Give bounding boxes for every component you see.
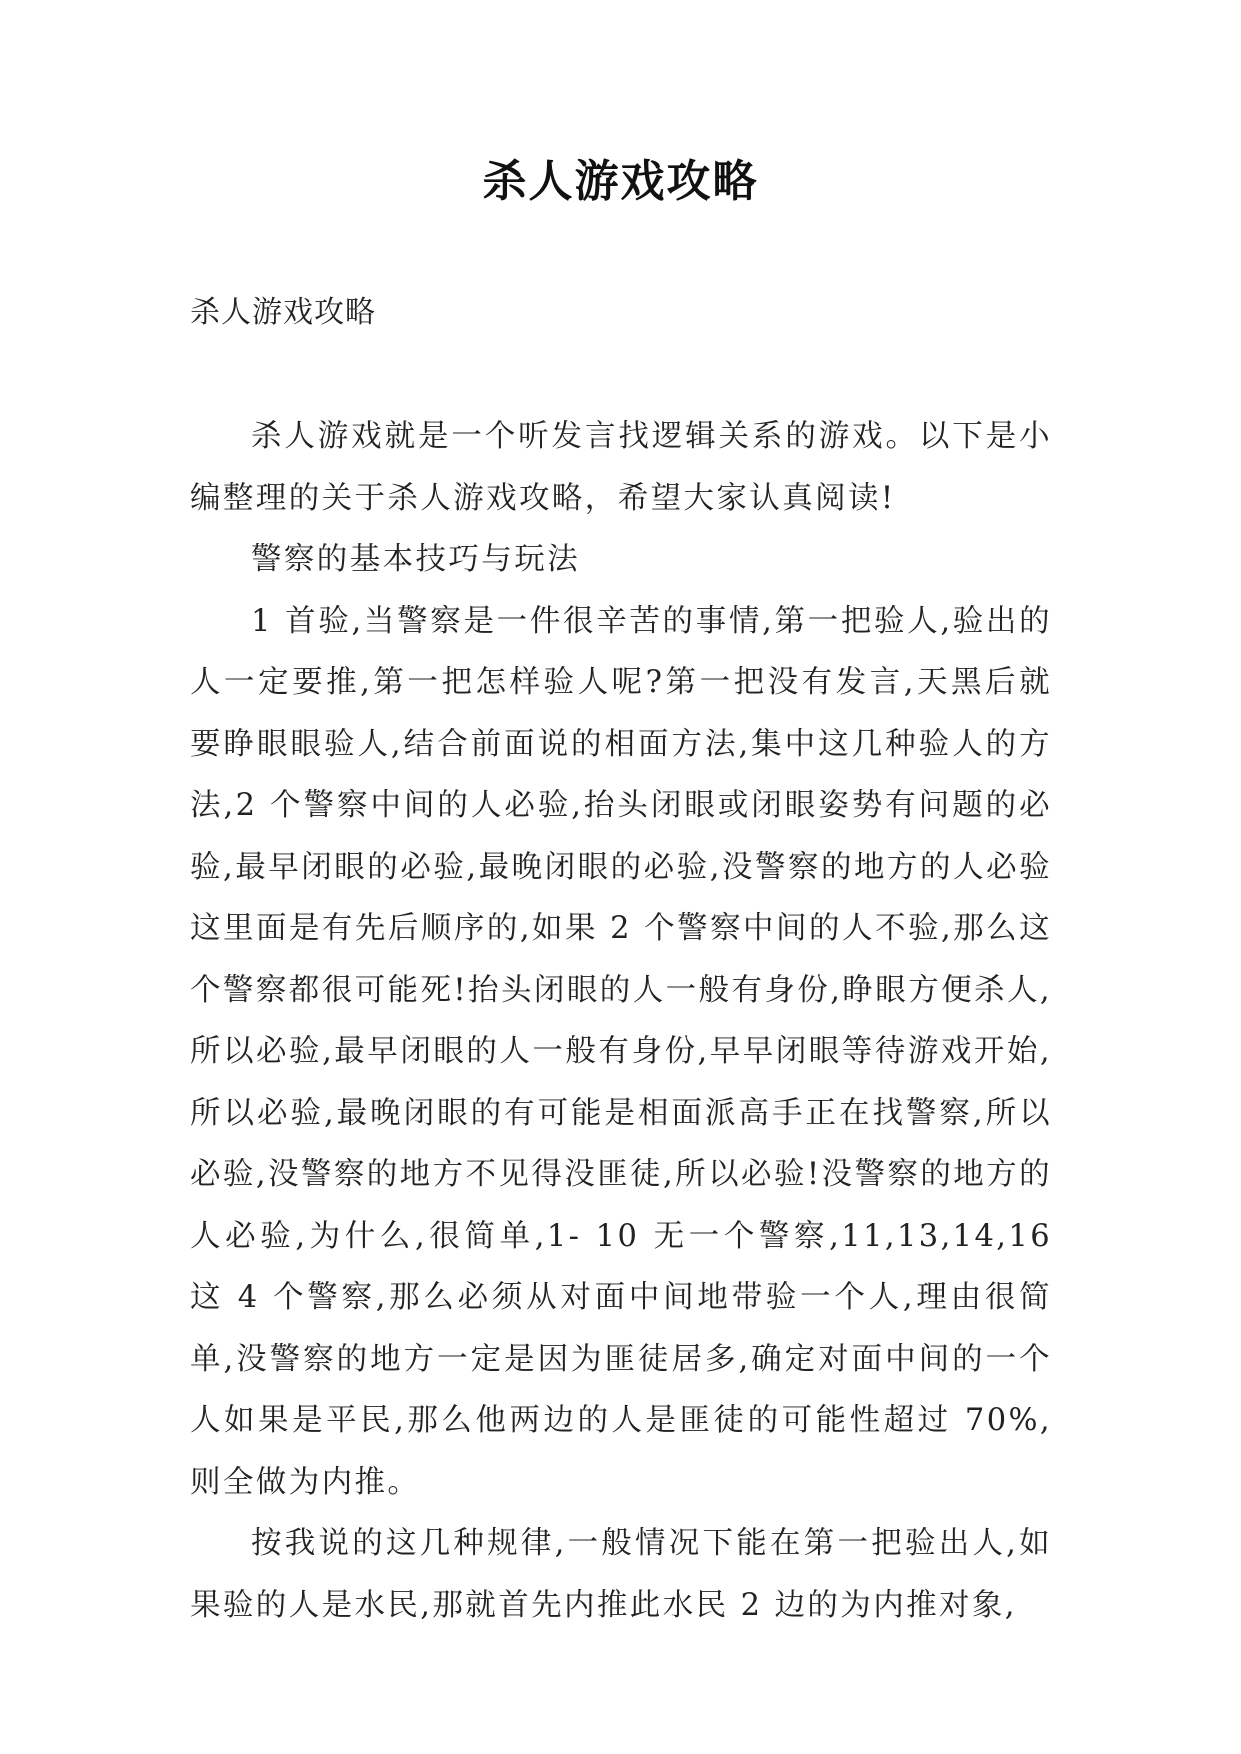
paragraph-heading: 警察的基本技巧与玩法 [251,542,580,577]
paragraph-intro: 杀人游戏就是一个听发言找逻辑关系的游戏。以下是小编整理的关于杀人游戏攻略，希望大家认真阅读! [190,419,1052,516]
paragraph-rules: 按我说的这几种规律,一般情况下能在第一把验出人,如果验的人是水民,那就首先内推此水民 2 边的为内推对象, [190,1526,1052,1623]
document-subtitle: 杀人游戏攻略 [190,295,376,330]
document-body [190,406,1085,1636]
paragraph-first-check: 1 首验,当警察是一件很辛苦的事情,第一把验人,验出的人一定要推,第一把怎样验人呢?第一把没有发言,天黑后就要睁眼眼验人,结合前面说的相面方法,集中这几种验人的方法,2 个警察中间的人必验,抬头闭眼或闭眼姿势有问题的必验,最早闭眼的必验,最晚闭眼的必验,没警察的地方的人必验 这里面是有先后顺序的,如果 2 个警察中间的人不验,那么这个警察都很可能死!抬头闭眼的人一般有身份,睁眼方便杀人,所以必验,最早闭眼的人一般有身份,早早闭眼等待游戏开始,所以必验,最晚闭眼的有可能是相面派高手正在找警察,所以必验,没警察的地方不见得没匪徒,所以必验!没警察的地方的人必验,为什么,很简单,1- 10 无一个警察,11,13,14,16 这 4 个警察,那么必须从对面中间地带验一个人,理由很简单,没警察的地方一定是因为匪徒居多,确定对面中间的一个人如果是平民,那么他两边的人是匪徒的可能性超过 70%,则全做为内推。 [190,603,1085,1500]
document-title: 杀人游戏攻略 [482,156,759,207]
